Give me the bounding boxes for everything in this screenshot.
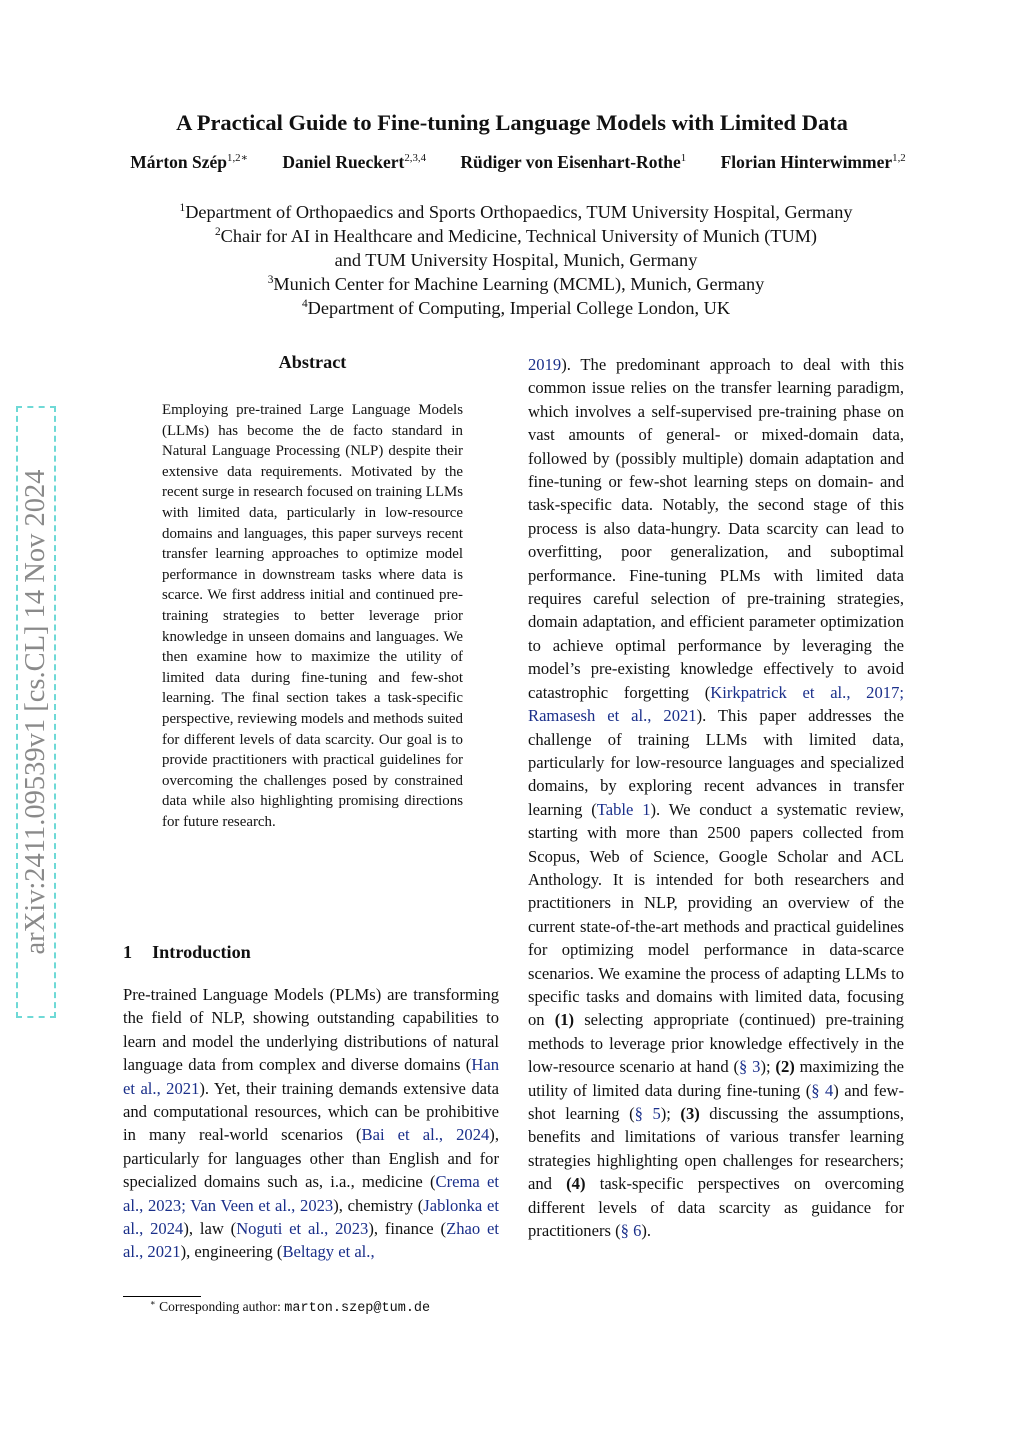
citation-link[interactable]: Jablonka et al., 2024 xyxy=(123,1195,499,1239)
arxiv-identifier-stamp: arXiv:2411.09539v1 [cs.CL] 14 Nov 2024 xyxy=(16,406,56,1018)
citation-link[interactable]: Beltagy et al., xyxy=(282,1242,375,1262)
affiliation-list xyxy=(0,200,1024,320)
citation-link[interactable]: Bai et al., 2024 xyxy=(361,1125,490,1145)
footnote-rule xyxy=(123,1296,201,1297)
introduction-right-column xyxy=(528,353,904,1242)
citation-link[interactable]: Crema et al., 2023 xyxy=(123,1172,499,1215)
section-reference-link[interactable]: § 5 xyxy=(634,1104,661,1123)
introduction-paragraph: Pre-trained Language Models (PLMs) are transforming the field of NLP, showing outstanding capabilities to learn and model the underlying distributions of natural language data from complex and diverse domains (Han et al., 2021). Yet, their training demands extensive data and computational resources, which can be prohibitive in many real-world scenarios (Bai et al., 2024), particularly for languages other than English and for specialized domains such as, i.a., medicine (Crema et al., 2023; Van Veen et al., 2023), chemistry (Jablonka et al., 2024), law (Noguti et al., 2023), finance (Zhao et al., 2021), engineering (Beltagy et al., xyxy=(123,985,499,1262)
citation-link[interactable]: Noguti et al., 2023 xyxy=(236,1219,369,1239)
citation-link[interactable]: Ramasesh et al., 2021 xyxy=(528,706,697,726)
affiliation-3: $^3$Munich Center for Machine Learning (MCML), Munich, Germany xyxy=(267,273,765,294)
author-1: Márton Szép$^{1,2∗}$ xyxy=(130,152,248,172)
affiliation-2-cont: and TUM University Hospital, Munich, Germany xyxy=(334,250,698,270)
abstract-text: Employing pre-trained Large Language Models (LLMs) has become the de facto standard in Natural Language Processing (NLP) despite their extensive data requirements. Motivated by the recent surge in research focused on training LLMs with limited data, particularly in low-resource domains and languages, this paper surveys recent transfer learning approaches to optimize model performance in downstream tasks where data is scarce. We first address initial and continued pre-training strategies to better leverage prior knowledge in unseen domains and languages. We then examine how to maximize the utility of limited data during fine-tuning and few-shot learning. The final section takes a task-specific perspective, reviewing models and methods suited for different levels of data scarcity. Our goal is to provide practitioners with practical guidelines for overcoming the challenges posed by constrained data while also highlighting promising directions for future research. xyxy=(162,402,463,830)
affiliation-1: $^1$Department of Orthopaedics and Sports Orthopaedics, TUM University Hospital, Germany xyxy=(179,201,853,222)
paper-title: A Practical Guide to Fine-tuning Language Models with Limited Data xyxy=(176,110,848,135)
author-2: Daniel Rueckert$^{2,3,4}$ xyxy=(282,152,427,172)
section-heading-introduction: 1 Introduction xyxy=(123,942,251,962)
citation-link[interactable]: Zhao et al., 2021 xyxy=(123,1219,499,1262)
citation-link[interactable]: 2019 xyxy=(528,355,562,374)
author-list xyxy=(0,152,1024,173)
section-reference-link[interactable]: § 6 xyxy=(620,1221,642,1241)
author-email[interactable]: marton.szep@tum.de xyxy=(284,1301,431,1316)
section-reference-link[interactable]: § 4 xyxy=(811,1080,834,1100)
introduction-paragraph-continued: 2019). The predominant approach to deal with this common issue relies on the transfer learning paradigm, which involves a self-supervised pre-training phase on vast amounts of general- or mixed-domain data, followed by (possibly multiple) domain adaptation and fine-tuning or few-shot learning steps on domain- and task-specific data. Notably, the second stage of this process is also data-hungry. Data scarcity can lead to overfitting, poor generalization, and suboptimal performance. Fine-tuning PLMs with limited data requires careful selection of pre-training strategies, domain adaptation, and efficient parameter optimization to achieve optimal performance by leveraging the model’s pre-existing knowledge effectively to avoid catastrophic forgetting (Kirkpatrick et al., 2017; Ramasesh et al., 2021). This paper addresses the challenge of training LLMs with limited data, particularly for low-resource languages and specialized domains, by exploring recent advances in transfer learning (Table 1). We conduct a systematic review, starting with more than 2500 papers collected from Scopus, Web of Science, Google Scholar and ACL Anthology. It is intended for both researchers and practitioners in NLP, providing an overview of the current state-of-the-art methods and practical guidelines for optimizing model performance in data-scarce scenarios. We examine the process of adapting LLMs to specific tasks and domains with limited data, focusing on (1) selecting appropriate (continued) pre-training methods to leverage prior knowledge effectively in the low-resource scenario at hand (§ 3); (2) maximizing the utility of limited data during fine-tuning (§ 4) and few-shot learning (§ 5); (3) discussing the assumptions, benefits and limitations of various transfer learning strategies highlighting open challenges for researchers; and (4) task-specific perspectives on overcoming different levels of data scarcity as guidance for practitioners (§ 6). xyxy=(528,355,905,1241)
citation-link[interactable]: Han et al., 2021 xyxy=(123,1055,499,1098)
affiliation-2: $^2$Chair for AI in Healthcare and Medicine, Technical University of Munich (TUM) xyxy=(214,225,818,246)
citation-link[interactable]: Van Veen et al., 2023 xyxy=(190,1195,334,1215)
table-reference-link[interactable]: Table 1 xyxy=(596,799,651,819)
author-4: Florian Hinterwimmer$^{1,2}$ xyxy=(720,152,906,172)
corresponding-author-footnote: ∗ Corresponding author: marton.szep@tum.de xyxy=(150,1298,431,1316)
introduction-left-column xyxy=(123,983,499,1264)
citation-link[interactable]: Kirkpatrick et al., 2017 xyxy=(710,682,900,702)
abstract-heading: Abstract xyxy=(278,352,347,372)
author-3: Rüdiger von Eisenhart-Rothe$^1$ xyxy=(460,152,687,172)
section-reference-link[interactable]: § 3 xyxy=(739,1057,761,1077)
affiliation-4: $^4$Department of Computing, Imperial College London, UK xyxy=(301,297,731,318)
